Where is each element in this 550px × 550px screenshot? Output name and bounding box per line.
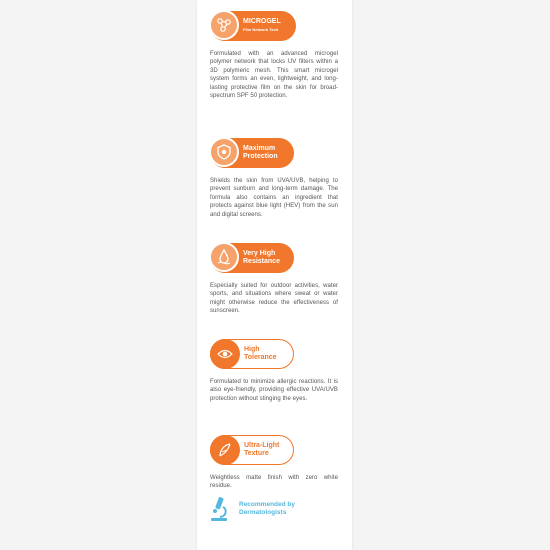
recommendation-text: Recommended by Dermatologists <box>239 501 295 516</box>
shield-icon <box>209 137 239 167</box>
feature-icon <box>210 435 240 465</box>
feature-high-tolerance <box>210 339 338 403</box>
feature-maximum-protection <box>210 138 338 219</box>
feature-badge <box>210 11 296 41</box>
feature-description: Shields the skin from UVA/UVB, helping to prevent sunburn and long-term damage. The formula also contains an ingredient that protects against blue light (HEV) from the sun and digital screens. <box>210 178 338 218</box>
dermatologist-recommendation <box>208 496 295 522</box>
feature-very-high-resistance <box>210 243 338 316</box>
feature-description: Especially suited for outdoor activities, water sports, and situations where sweat or water might otherwise reduce the effectiveness of sunscreen. <box>210 283 338 315</box>
feature-title: Very High Resistance <box>243 250 280 265</box>
microscope-icon <box>208 496 230 522</box>
feature-title: Maximum Protection <box>243 145 278 160</box>
feature-description: Formulated with an advanced microgel polymer network that locks UV filters within a 3D polymeric mesh. This smart microgel system forms an even, lightweight, and long-lasting protective film on the skin for broad-spectrum SPF 50 protection. <box>210 51 338 100</box>
feature-badge <box>210 138 294 168</box>
feature-badge <box>210 243 294 273</box>
molecule-icon <box>209 10 239 40</box>
feature-title: High Tolerance <box>244 346 277 361</box>
feature-title: MICROGEL Film Network Tech <box>243 18 281 32</box>
feature-description: Weightless matte finish with zero white residue. <box>210 475 338 490</box>
water-drop-icon <box>209 242 239 272</box>
feature-description: Formulated to minimize allergic reactions. It is also eye-friendly, providing effective UVA/UVB protection without stinging the eyes. <box>210 379 338 402</box>
product-info-panel <box>197 0 352 550</box>
feature-title: Ultra-Light Texture <box>244 442 280 457</box>
feature-badge <box>210 339 294 369</box>
feature-badge <box>210 435 294 465</box>
eye-icon <box>210 339 240 369</box>
feature-ultra-light-texture <box>210 435 338 491</box>
feature-microgel <box>210 11 338 100</box>
